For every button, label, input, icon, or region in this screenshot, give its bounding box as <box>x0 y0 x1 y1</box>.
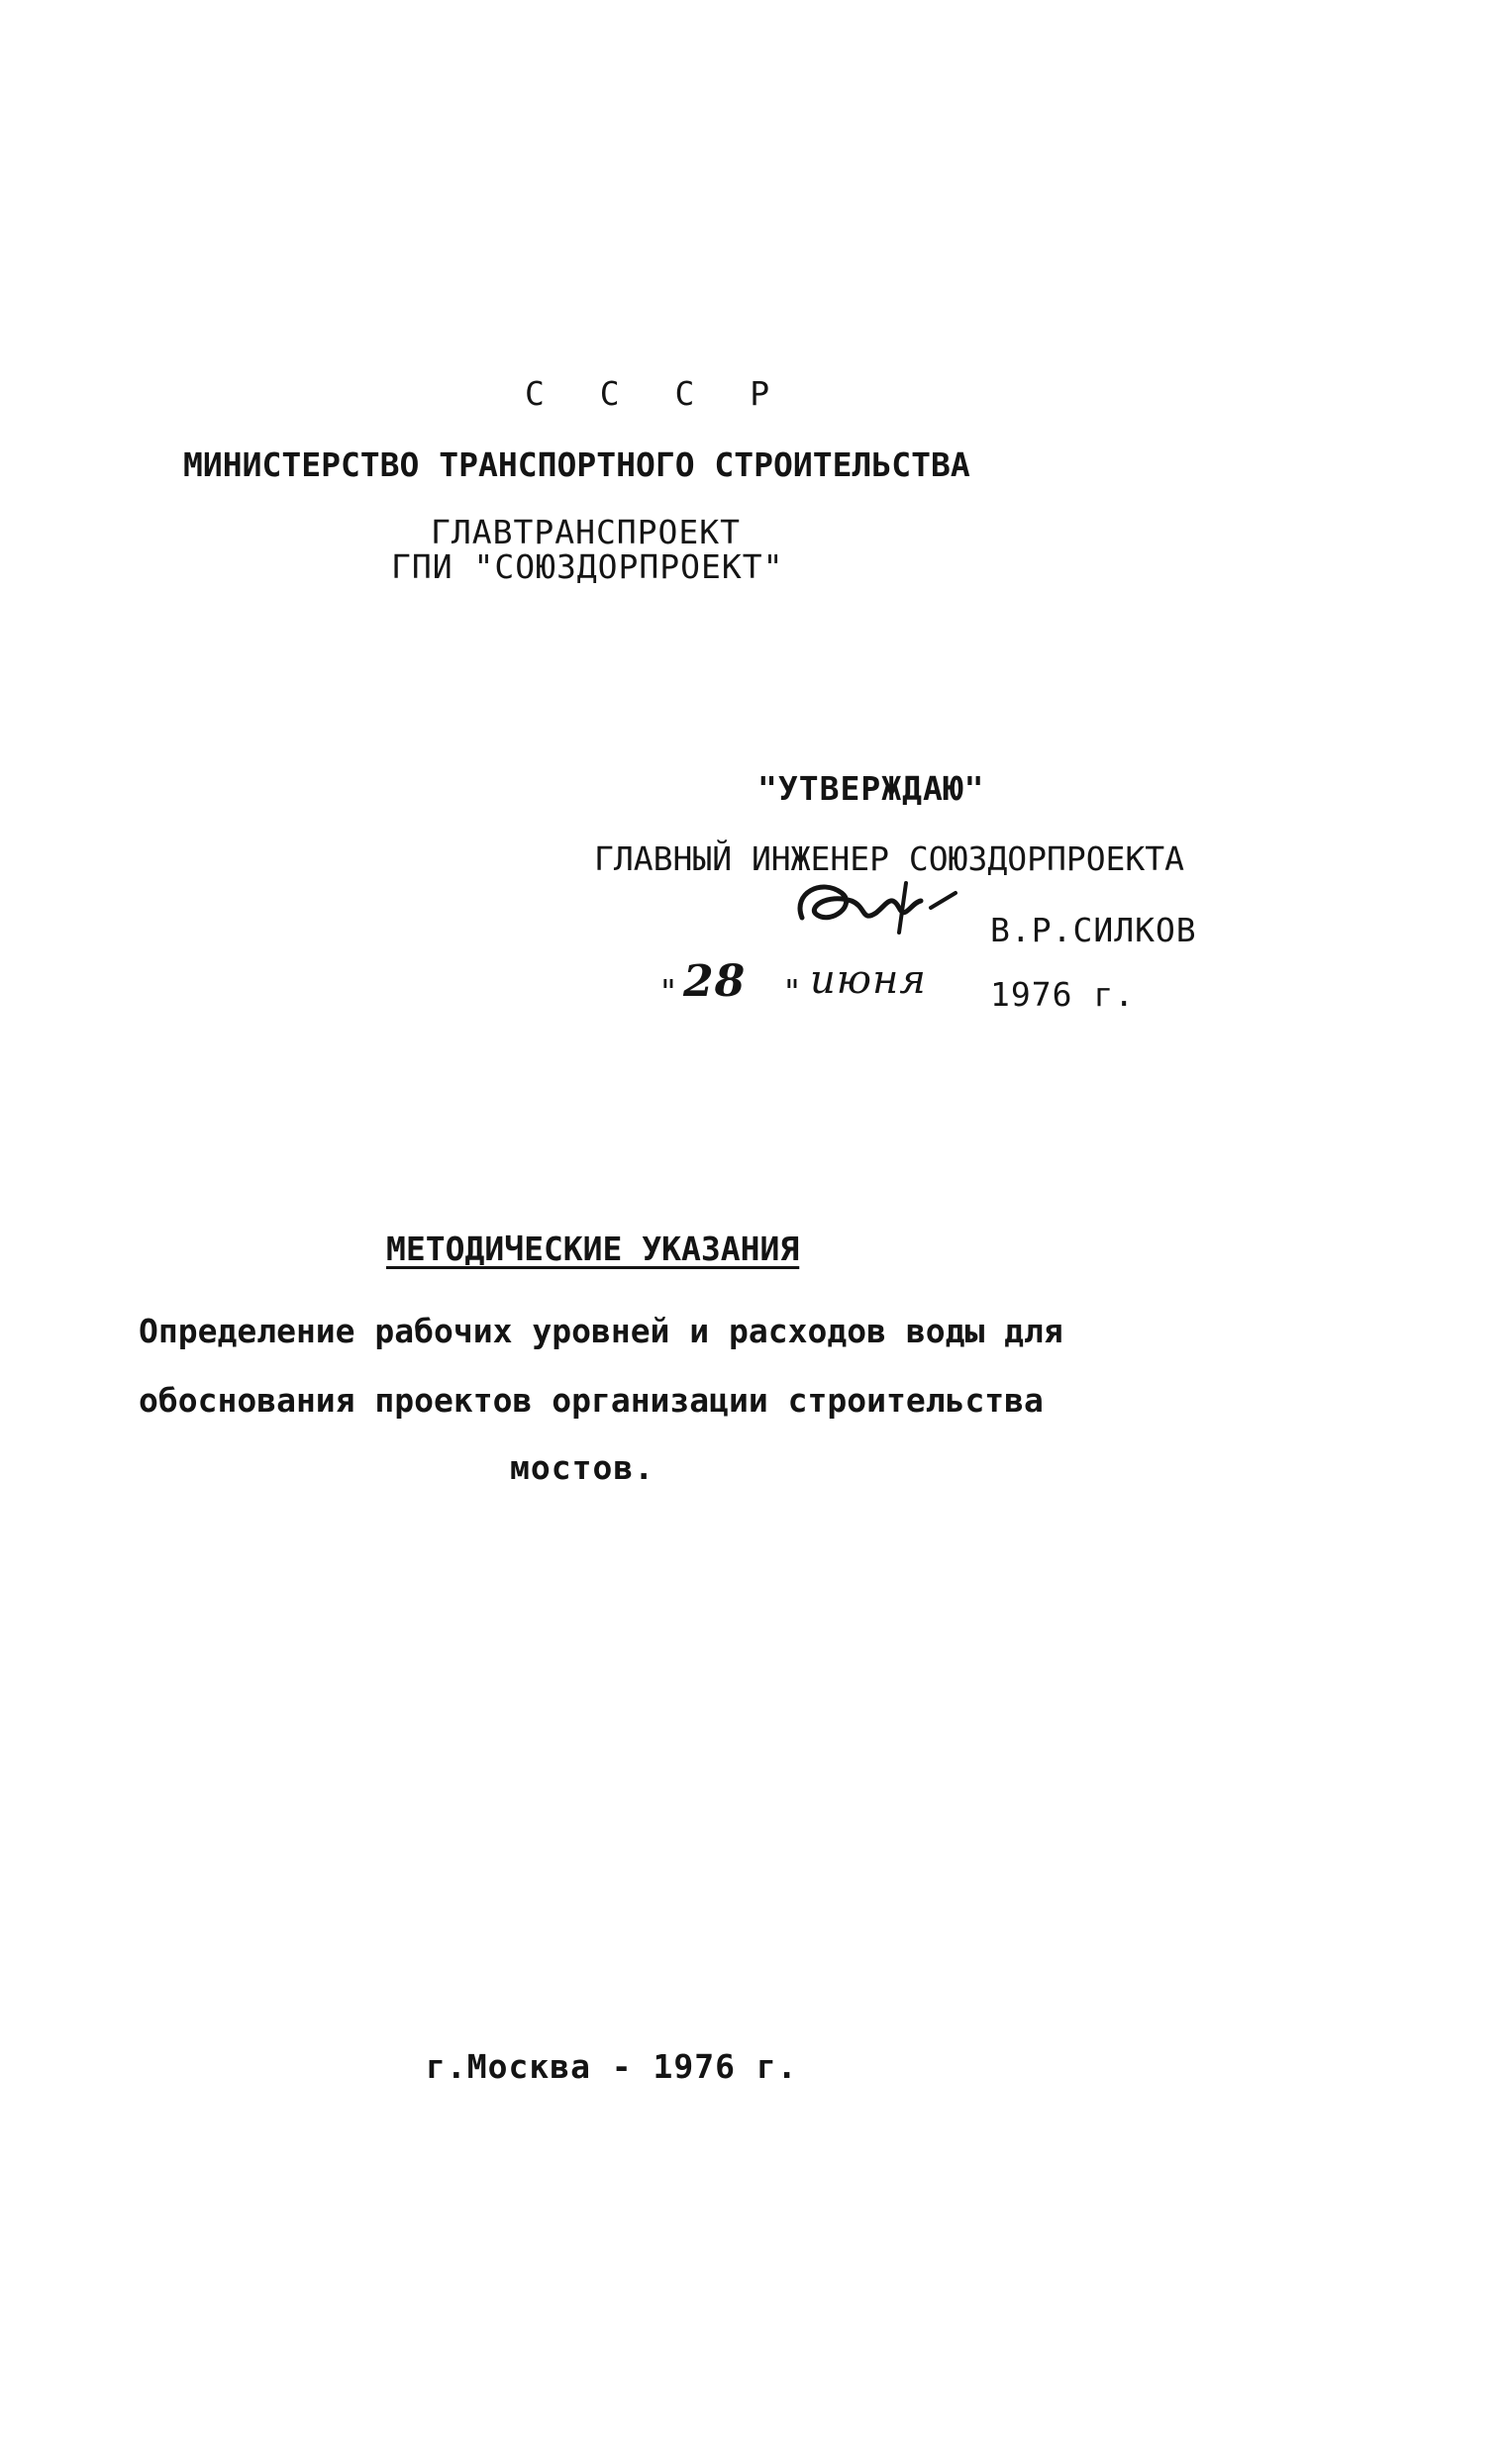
country-heading: С С С Р <box>525 374 788 413</box>
approver-position: ГЛАВНЫЙ ИНЖЕНЕР СОЮЗДОРПРОЕКТА <box>594 839 1185 878</box>
document-type: МЕТОДИЧЕСКИЕ УКАЗАНИЯ <box>386 1230 800 1268</box>
document-title-line-3: мостов. <box>510 1448 655 1487</box>
approval-date-mid-quote: " <box>782 972 803 1011</box>
document-title-line-2: обоснования проектов организации строительства <box>139 1381 1044 1420</box>
signature-image <box>782 863 980 952</box>
approval-date-year: 1976 г. <box>990 975 1136 1014</box>
ministry-heading: МИНИСТЕРСТВО ТРАНСПОРТНОГО СТРОИТЕЛЬСТВА <box>183 445 970 484</box>
directorate-heading: ГЛАВТРАНСПРОЕКТ <box>431 513 742 551</box>
place-and-year: г.Москва - 1976 г. <box>426 2047 798 2086</box>
approval-date-month: июня <box>810 957 927 1003</box>
approval-stamp: "УТВЕРЖДАЮ" <box>757 769 985 808</box>
signer-name: В.Р.СИЛКОВ <box>990 911 1197 949</box>
institute-heading: ГПИ "СОЮЗДОРПРОЕКТ" <box>391 547 784 586</box>
approval-date-day: 28 <box>683 956 747 1007</box>
approval-date-open-quote: " <box>658 972 679 1011</box>
document-title-line-1: Определение рабочих уровней и расходов воды для <box>139 1312 1063 1350</box>
